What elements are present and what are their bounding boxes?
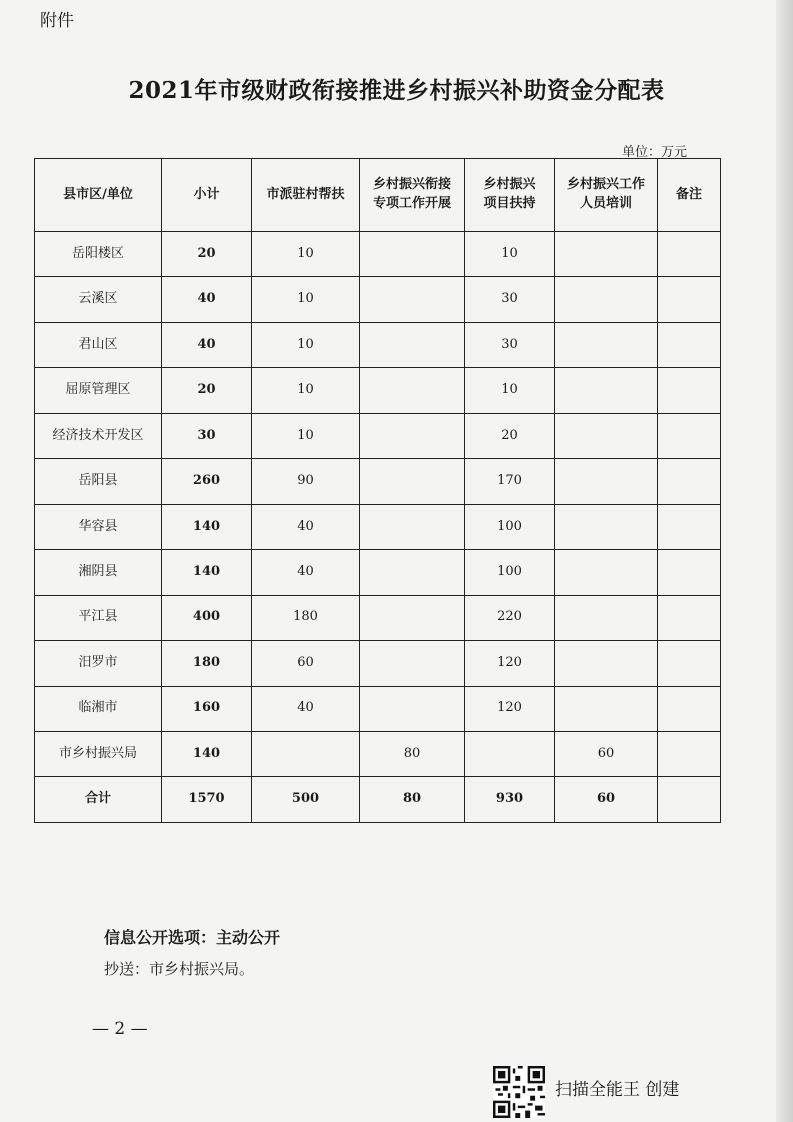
table-cell: 10 <box>252 232 360 277</box>
table-cell <box>555 322 658 367</box>
table-cell: 10 <box>252 413 360 458</box>
table-cell: 经济技术开发区 <box>35 413 162 458</box>
table-cell <box>360 413 465 458</box>
table-cell: 20 <box>162 232 252 277</box>
header-remarks: 备注 <box>658 159 721 232</box>
table-cell <box>465 731 555 776</box>
table-cell <box>555 595 658 640</box>
table-cell: 160 <box>162 686 252 731</box>
table-cell: 400 <box>162 595 252 640</box>
table-cell <box>658 777 721 823</box>
table-cell <box>658 641 721 686</box>
table-cell: 1570 <box>162 777 252 823</box>
table-cell: 220 <box>465 595 555 640</box>
table-row <box>35 459 721 504</box>
table-cell: 市乡村振兴局 <box>35 731 162 776</box>
page-number: — 2 — <box>92 1019 148 1039</box>
table-body <box>35 232 721 823</box>
table-cell: 岳阳楼区 <box>35 232 162 277</box>
table-cell <box>360 686 465 731</box>
table-row <box>35 413 721 458</box>
table-cell <box>658 368 721 413</box>
table-cell <box>658 595 721 640</box>
document-title: 2021年市级财政衔接推进乡村振兴补助资金分配表 <box>128 77 665 104</box>
header-staff-training: 乡村振兴工作人员培训 <box>555 159 658 232</box>
table-cell: 10 <box>252 368 360 413</box>
table-cell: 100 <box>465 550 555 595</box>
table-cell: 120 <box>465 641 555 686</box>
table-cell: 60 <box>555 777 658 823</box>
table-row <box>35 550 721 595</box>
table-cell <box>658 731 721 776</box>
table-cell: 100 <box>465 504 555 549</box>
header-village-assistance: 市派驻村帮扶 <box>252 159 360 232</box>
scanner-watermark: 扫描全能王 创建 <box>555 1080 680 1100</box>
disclosure-option: 信息公开选项：主动公开 <box>104 928 281 947</box>
table-cell <box>360 504 465 549</box>
table-cell: 80 <box>360 777 465 823</box>
table-cell: 140 <box>162 550 252 595</box>
table-header-row <box>35 159 721 232</box>
table-cell <box>658 459 721 504</box>
table-cell <box>658 504 721 549</box>
table-cell <box>360 595 465 640</box>
table-cell <box>555 413 658 458</box>
table-cell: 君山区 <box>35 322 162 367</box>
table-cell: 500 <box>252 777 360 823</box>
table-cell: 合计 <box>35 777 162 823</box>
header-subtotal: 小计 <box>162 159 252 232</box>
table-cell: 260 <box>162 459 252 504</box>
table-cell: 40 <box>252 550 360 595</box>
table-cell: 10 <box>252 322 360 367</box>
table-cell: 屈原管理区 <box>35 368 162 413</box>
table-cell: 平江县 <box>35 595 162 640</box>
table-cell: 20 <box>465 413 555 458</box>
table-cell: 60 <box>252 641 360 686</box>
table-cell <box>555 277 658 322</box>
table-row <box>35 322 721 367</box>
table-cell <box>360 550 465 595</box>
table-cell: 40 <box>252 504 360 549</box>
table-cell <box>658 232 721 277</box>
table-cell <box>555 686 658 731</box>
table-cell: 10 <box>465 368 555 413</box>
table-cell: 汨罗市 <box>35 641 162 686</box>
table-cell: 10 <box>465 232 555 277</box>
table-cell <box>360 368 465 413</box>
table-cell: 80 <box>360 731 465 776</box>
page-edge-shadow <box>776 0 793 1122</box>
header-project-support: 乡村振兴项目扶持 <box>465 159 555 232</box>
table-cell: 60 <box>555 731 658 776</box>
table-cell <box>555 641 658 686</box>
table-cell: 140 <box>162 504 252 549</box>
qr-code-icon <box>493 1066 545 1118</box>
table-row <box>35 368 721 413</box>
table-cell <box>555 504 658 549</box>
table-row <box>35 504 721 549</box>
table-row <box>35 731 721 776</box>
table-cell: 临湘市 <box>35 686 162 731</box>
table-cell: 120 <box>465 686 555 731</box>
table-cell: 30 <box>465 322 555 367</box>
table-cell <box>555 368 658 413</box>
table-cell <box>658 277 721 322</box>
header-county: 县市区/单位 <box>35 159 162 232</box>
table-cell <box>360 232 465 277</box>
table-cell <box>555 550 658 595</box>
header-special-work: 乡村振兴衔接专项工作开展 <box>360 159 465 232</box>
table-cell: 10 <box>252 277 360 322</box>
table-cell: 20 <box>162 368 252 413</box>
table-cell <box>658 686 721 731</box>
table-row <box>35 641 721 686</box>
table-cell <box>658 322 721 367</box>
table-total-row <box>35 777 721 823</box>
table-cell: 180 <box>162 641 252 686</box>
table-row <box>35 595 721 640</box>
table-cell <box>360 459 465 504</box>
table-cell: 180 <box>252 595 360 640</box>
table-cell <box>252 731 360 776</box>
table-cell <box>658 550 721 595</box>
table-cell <box>360 322 465 367</box>
table-cell: 170 <box>465 459 555 504</box>
table-cell: 30 <box>465 277 555 322</box>
table-cell: 岳阳县 <box>35 459 162 504</box>
table-cell: 40 <box>252 686 360 731</box>
table-cell: 930 <box>465 777 555 823</box>
table-cell <box>555 459 658 504</box>
table-cell <box>360 641 465 686</box>
table-cell: 30 <box>162 413 252 458</box>
table-cell: 40 <box>162 277 252 322</box>
cc-line: 抄送：市乡村振兴局。 <box>104 960 255 978</box>
unit-label: 单位：万元 <box>622 145 688 160</box>
table-cell <box>658 413 721 458</box>
table-row <box>35 232 721 277</box>
table-row <box>35 277 721 322</box>
table-row <box>35 686 721 731</box>
table-cell: 华容县 <box>35 504 162 549</box>
table-cell <box>360 277 465 322</box>
attachment-label: 附件 <box>40 11 74 31</box>
table-cell: 云溪区 <box>35 277 162 322</box>
table-cell <box>555 232 658 277</box>
table-cell: 90 <box>252 459 360 504</box>
allocation-table <box>34 158 721 823</box>
table-cell: 140 <box>162 731 252 776</box>
table-cell: 40 <box>162 322 252 367</box>
table-cell: 湘阴县 <box>35 550 162 595</box>
